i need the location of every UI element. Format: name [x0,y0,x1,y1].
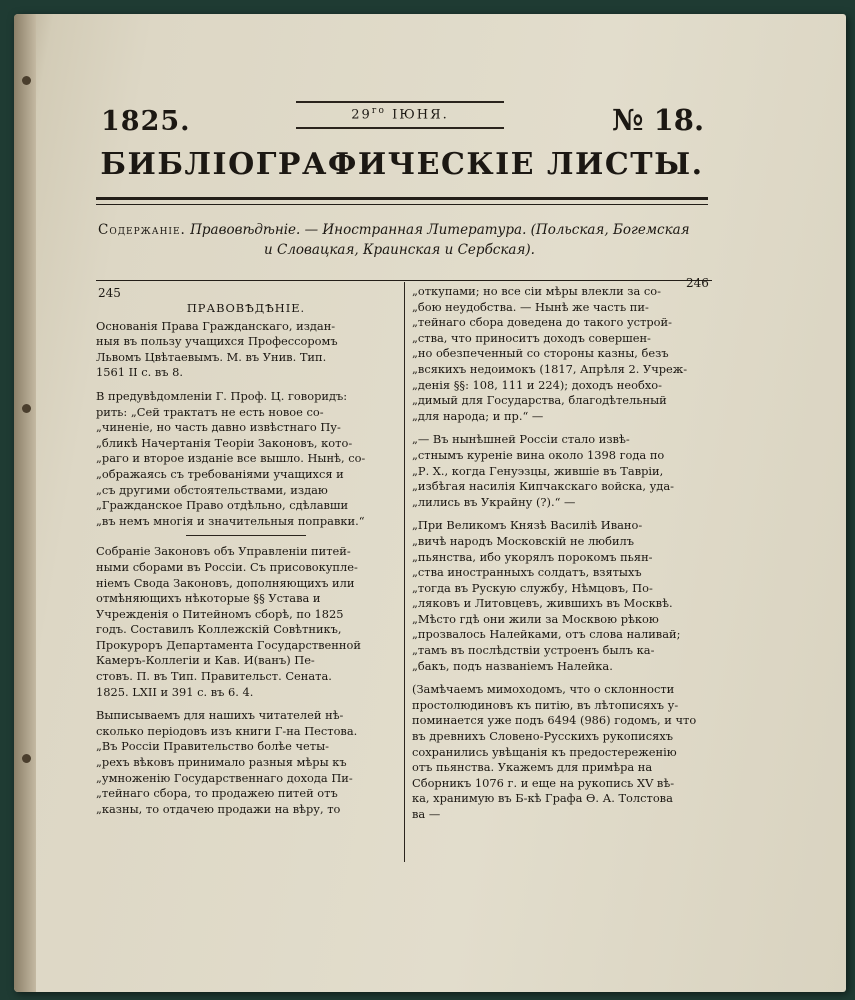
stitch-hole [22,754,31,763]
masthead-title: БИБЛІОГРАФИЧЕСКІЕ ЛИСТЫ. [100,147,704,182]
text-line: „рехъ вѣковъ принимало разныя мѣры къ [96,755,347,770]
text-line: Учрежденія о Питейномъ сборѣ, по 1825 [96,606,344,621]
text-line: ва — [412,807,441,821]
text-line: ка, хранимую въ Б-кѣ Графа Ѳ. А. Толстова [412,791,673,806]
text-line: (Замѣчаемъ мимоходомъ, что о склонности [412,682,675,697]
masthead-issue-number: № 18. [612,103,705,137]
text-line: „ства, что приноситъ доходъ совершен- [412,330,651,345]
right-column [412,284,716,823]
text-line: „казны, то отдачею продажи на вѣру, то [96,801,341,816]
text-line: Собраніе Законовъ объ Управленіи питей- [96,544,351,559]
text-line: ными сборами въ Россіи. Съ присовокупле- [96,559,358,574]
text-line: „съ другими обстоятельствами, издаю [96,482,328,497]
left-column [96,301,396,817]
text-line: ныя въ пользу учащихся Профессоромъ [96,334,338,349]
text-line: „ляковъ и Литовцевъ, жившихъ въ Москвѣ. [412,596,673,611]
page-number-left: 245 [98,286,121,300]
section-title: ПРАВОВѢДѢНІЕ. [186,301,306,315]
text-line: Прокуроръ Департамента Государственной [96,637,361,652]
text-line: отъ пьянства. Укажемъ для примѣра на [412,760,653,775]
text-line: „денія §§: 108, 111 и 224); доходъ необхо- [412,377,662,392]
text-line: простолюдиновъ къ питію, въ лѣтописяхъ у- [412,697,679,712]
text-line: „тогда въ Рускую службу, Нѣмцовъ, По- [412,580,653,595]
text-line: В предувѣдомленіи Г. Проф. Ц. говоридъ: [96,388,348,403]
text-line: 1561 II с. въ 8. [96,365,183,380]
masthead-rule-thick [96,197,708,200]
contents-label: Содержаніе. [98,222,186,238]
contents-line-2: и Словацкая, Краинская и Сербская). [264,242,535,258]
text-line: „тейнаго сбора доведена до такого устрой- [412,315,672,330]
text-line: „въ немъ многія и значительныя поправки.“ [96,513,365,528]
page-number-right: 246 [686,276,709,290]
text-line: „Въ Россіи Правительство болѣе четы- [96,739,330,754]
text-line: „но обезпеченный со стороны казны, безъ [412,346,669,361]
text-line: „Мѣсто гдѣ они жили за Москвою рѣкою [412,611,659,626]
date-rule-top [296,101,504,103]
text-line: поминается уже подъ 6494 (986) годомъ, и что [412,713,697,728]
text-line: 1825. LXII и 391 с. въ 6. 4. [96,684,254,699]
text-line: „прозвалось Налейками, отъ слова наливай; [412,627,681,642]
text-line: „лились въ Украйну (?).“ — [412,494,576,509]
text-line: въ древнихъ Словено-Русскихъ рукописяхъ [412,729,673,744]
date-month: IЮНЯ. [392,107,449,123]
text-line: Основанія Права Гражданскаго, издан- [96,318,336,333]
paragraph-gap [96,381,396,389]
text-line: „избѣгая насилія Кипчакскаго войска, уда- [412,479,674,494]
text-line: „вичѣ народъ Московскій не любилъ [412,533,635,548]
contents-line-1: Правовѣдѣніе. — Иностранная Литература. (Польская, Богемская [190,222,690,238]
text-line: „Р. Х., когда Генуэзцы, жившіе въ Тавріи, [412,463,664,478]
text-line: „пьянства, ибо укорялъ порокомъ пьян- [412,549,653,564]
date-day: 29 [351,107,372,123]
text-line: отмѣняющихъ нѣкоторые §§ Устава и [96,591,321,606]
text-line: „бою неудобства. — Нынѣ же часть пи- [412,299,649,314]
masthead-rule-thin [96,204,708,205]
paragraph-gap [412,674,716,682]
text-line: „чиненіе, но часть давно извѣстнаго Пу- [96,420,341,435]
date-suffix: го [371,106,386,116]
text-line: рить: „Сей трактатъ не есть новое со- [96,404,324,419]
text-line: Выписываемъ для нашихъ читателей нѣ- [96,708,344,723]
section-separator [186,535,306,536]
binding-spine [14,14,36,992]
text-line: Сборникъ 1076 г. и еще на рукопись XV вѣ- [412,775,675,790]
text-line: Камеръ-Коллегіи и Кав. И(ванъ) Пе- [96,653,315,668]
text-line: „Гражданское Право отдѣльно, сдѣлавши [96,498,349,513]
stitch-hole [22,404,31,413]
text-line: „При Великомъ Князѣ Василіѣ Ивано- [412,518,643,533]
text-line: „димый для Государства, благодѣтельный [412,393,667,408]
text-line: „тейнаго сбора, то продажею питей отъ [96,786,338,801]
text-line: „ства иностранныхъ солдатъ, взятыхъ [412,565,642,580]
text-line: „тамъ въ послѣдствіи устроенъ былъ ка- [412,643,655,658]
text-line: „откупами; но все сіи мѣры влекли за со- [412,284,662,298]
text-line: „ображаясь съ требованіями учащихся и [96,466,344,481]
text-line: ніемъ Свода Законовъ, дополняющихъ или [96,575,355,590]
masthead-year: 1825. [101,106,191,137]
column-head-rule [96,280,712,281]
date-rule-bottom [296,127,504,129]
text-line: „для народа; и пр.“ — [412,408,544,423]
masthead-date [296,106,504,122]
paragraph-gap [96,700,396,708]
text-line: сколько періодовъ изъ книги Г-на Пестова. [96,723,358,738]
text-line: „бакъ, подъ названіемъ Налейка. [412,658,613,673]
text-line: „умноженію Государственнаго дохода Пи- [96,770,353,785]
text-line: Львомъ Цвѣтаевымъ. М. въ Унив. Тип. [96,349,327,364]
text-line: стовъ. П. въ Тип. Правительст. Сената. [96,669,332,684]
paragraph-gap [412,424,716,432]
text-line: „раго и второе изданіе все вышло. Нынѣ, со- [96,451,366,466]
text-line: сохранились увѣщанія къ предостереженію [412,744,677,759]
text-line: „стнымъ куреніе вина около 1398 года по [412,447,665,462]
stitch-hole [22,76,31,85]
text-line: „всякихъ недоимокъ (1817, Апрѣля 2. Учреж- [412,361,688,376]
column-divider [404,282,405,862]
table-of-contents [98,220,718,260]
text-line: „— Въ нынѣшней Россіи стало извѣ- [412,432,630,447]
text-line: годъ. Составилъ Коллежскій Совѣтникъ, [96,622,342,637]
newspaper-page [14,14,846,992]
paragraph-gap [412,510,716,518]
text-line: „бликѣ Начертанія Теоріи Законовъ, кото- [96,435,353,450]
